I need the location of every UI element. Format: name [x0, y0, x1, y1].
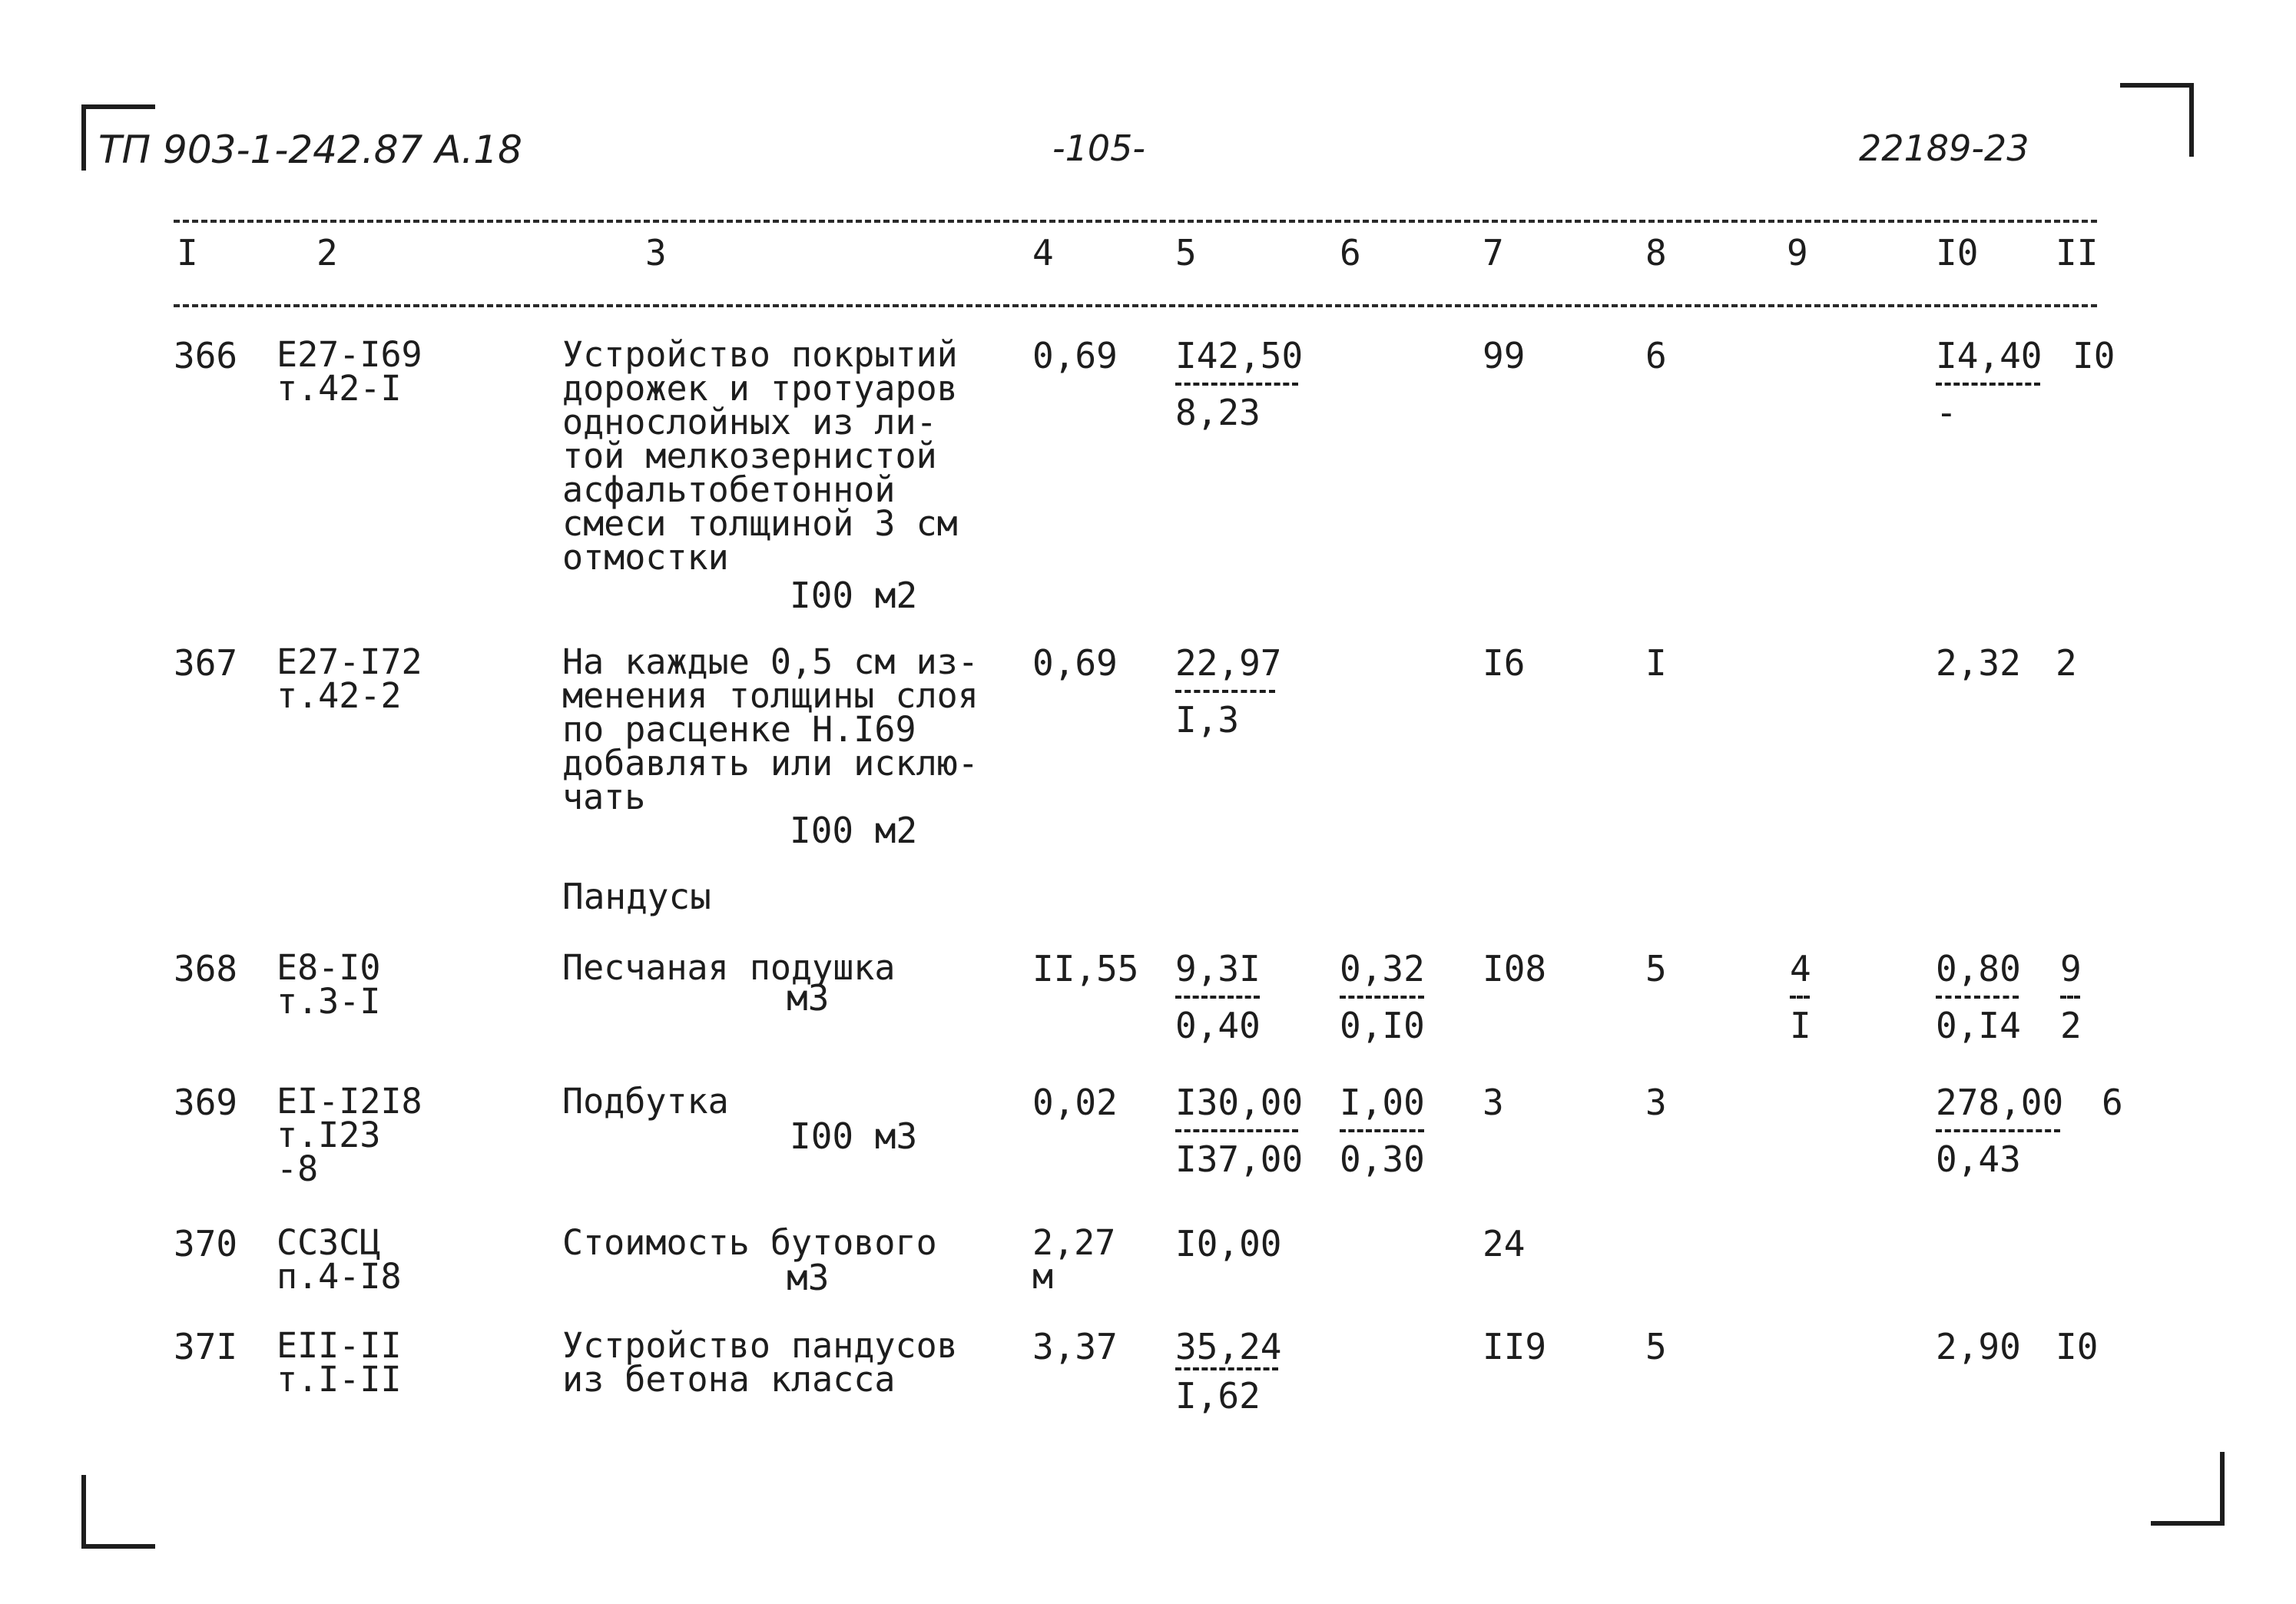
col-header-1: I	[177, 232, 198, 273]
cell-col-7: 3	[1483, 1082, 1504, 1123]
cell-col-10-fraction	[1936, 948, 2021, 1046]
fraction-bar	[1175, 1129, 1298, 1132]
fraction-denominator: 0,43	[1936, 1138, 2021, 1180]
row-number: 369	[174, 1082, 238, 1123]
rate-code	[277, 334, 422, 409]
description-line: добавлять или исклю-	[562, 743, 979, 784]
cell-col-6-fraction	[1340, 948, 1425, 1046]
cell-col-8: I	[1645, 642, 1667, 684]
frame-corner-top-right	[2120, 83, 2194, 157]
row-number: 367	[174, 642, 238, 684]
rate-code-line: ССЗСЦ	[277, 1222, 381, 1263]
fraction-numerator: 35,24	[1175, 1326, 1282, 1367]
fraction-denominator: 8,23	[1175, 392, 1261, 433]
cell-col-11: 6	[2102, 1082, 2123, 1123]
sheet-code: 22189-23	[1859, 128, 2029, 169]
rate-code	[277, 1325, 402, 1400]
header-top-rule	[174, 220, 2097, 223]
description-line: асфальтобетонной	[562, 469, 896, 510]
fraction-numerator: 278,00	[1936, 1082, 2064, 1123]
rate-code-line: т.42-І	[277, 368, 402, 409]
col-header-10: I0	[1936, 232, 1979, 273]
description-line: по расценке Н.І69	[562, 709, 916, 750]
fraction-numerator: 0,32	[1340, 948, 1425, 989]
fraction-denominator: 2	[2060, 1005, 2082, 1046]
cell-col-7: II9	[1483, 1326, 1547, 1367]
rate-code	[277, 1081, 422, 1189]
col-header-6: 6	[1340, 232, 1361, 273]
fraction-denominator: 0,40	[1175, 1005, 1261, 1046]
unit-of-measure: м3	[787, 1257, 830, 1298]
row-number: 366	[174, 335, 238, 376]
description-line: Устройство пандусов	[562, 1325, 958, 1366]
fraction-bar	[1340, 996, 1424, 999]
row-number: 37I	[174, 1326, 238, 1367]
fraction-denominator: I,3	[1175, 699, 1240, 741]
work-description: Подбутка	[562, 1081, 729, 1122]
fraction-denominator: 0,I4	[1936, 1005, 2021, 1046]
description-line: Устройство покрытий	[562, 334, 958, 375]
rate-code-line: т.3-І	[277, 981, 381, 1022]
fraction-denominator: 0,30	[1340, 1138, 1425, 1180]
rate-code-line: Е27-І69	[277, 334, 422, 375]
fraction-numerator: I30,00	[1175, 1082, 1304, 1123]
cell-col-11: I0	[2072, 335, 2115, 376]
section-heading: Пандусы	[562, 876, 711, 917]
col-header-11: II	[2056, 232, 2099, 273]
work-description: Песчаная подушка	[562, 947, 896, 988]
cell-col-11: I0	[2056, 1326, 2099, 1367]
col-header-9: 9	[1787, 232, 1808, 273]
fraction-denominator: -	[1936, 392, 1957, 433]
description-line: отмостки	[562, 537, 729, 578]
quantity-value: 2,27	[1032, 1222, 1116, 1263]
cell-col-10: 2,90	[1936, 1326, 2021, 1367]
cell-col-9-fraction	[1790, 948, 1811, 1046]
col-header-2: 2	[316, 232, 338, 273]
fraction-numerator: 9,3I	[1175, 948, 1261, 989]
fraction-bar	[1175, 690, 1275, 693]
col-header-8: 8	[1645, 232, 1667, 273]
unit-of-measure: I00 м2	[790, 575, 918, 616]
unit-cost-fraction	[1175, 948, 1261, 1046]
fraction-denominator: I	[1790, 1005, 1811, 1046]
cell-col-7: 99	[1483, 335, 1526, 376]
rate-code	[277, 947, 381, 1022]
frame-corner-bottom-left	[81, 1475, 155, 1549]
fraction-denominator: I,62	[1175, 1375, 1261, 1417]
fraction-denominator: 0,I0	[1340, 1005, 1425, 1046]
rate-code-line: Е27-І72	[277, 641, 422, 682]
work-description	[562, 1325, 958, 1400]
quantity: 3,37	[1032, 1326, 1118, 1367]
description-line: той мелкозернистой	[562, 436, 937, 476]
col-header-3: 3	[645, 232, 667, 273]
rate-code	[277, 641, 422, 716]
cell-col-7: I08	[1483, 948, 1547, 989]
fraction-numerator: 22,97	[1175, 642, 1282, 684]
col-header-4: 4	[1032, 232, 1054, 273]
rate-code-line: т.І23	[277, 1115, 381, 1155]
cell-col-7: I6	[1483, 642, 1526, 684]
unit-cost-fraction	[1175, 335, 1304, 433]
fraction-bar	[1340, 1129, 1424, 1132]
cell-col-10-fraction	[1936, 1082, 2064, 1180]
row-number: 368	[174, 948, 238, 989]
header-bottom-rule	[174, 304, 2097, 307]
rate-code	[277, 1222, 402, 1297]
cell-col-10: 2,32	[1936, 642, 2021, 684]
cell-col-8: 6	[1645, 335, 1667, 376]
quantity-unit: м	[1032, 1256, 1054, 1297]
description-line: из бетона класса	[562, 1359, 896, 1400]
cell-col-11: 2	[2056, 642, 2077, 684]
rate-code-line: ЕІІ-ІІ	[277, 1325, 402, 1366]
rate-code-line: т.І-ІІ	[277, 1359, 402, 1400]
rate-code-line: т.42-2	[277, 675, 402, 716]
rate-code-line: п.4-І8	[277, 1256, 402, 1297]
unit-of-measure: м3	[787, 977, 830, 1019]
fraction-bar	[2060, 996, 2080, 999]
description-line: чать	[562, 777, 646, 817]
frame-corner-bottom-right	[2151, 1452, 2225, 1526]
fraction-numerator: I,00	[1340, 1082, 1425, 1123]
fraction-denominator: I37,00	[1175, 1138, 1304, 1180]
unit-cost: I0,00	[1175, 1223, 1282, 1264]
fraction-bar	[1936, 383, 2040, 386]
fraction-numerator: 0,80	[1936, 948, 2021, 989]
rate-code-line: ЕІ-І2І8	[277, 1081, 422, 1122]
fraction-bar	[1175, 1367, 1278, 1370]
work-description: Стоимость бутового	[562, 1222, 937, 1263]
fraction-bar	[1175, 383, 1298, 386]
description-line: смеси толщиной 3 см	[562, 503, 958, 544]
unit-cost-fraction	[1175, 1082, 1304, 1180]
row-number: 370	[174, 1223, 238, 1264]
work-description	[562, 334, 958, 578]
fraction-bar	[1790, 996, 1810, 999]
unit-cost-fraction	[1175, 642, 1282, 741]
work-description	[562, 641, 979, 817]
fraction-numerator: 4	[1790, 948, 1811, 989]
description-line: менения толщины слоя	[562, 675, 979, 716]
description-line: На каждые 0,5 см из-	[562, 641, 979, 682]
cell-col-8: 3	[1645, 1082, 1667, 1123]
quantity: 0,02	[1032, 1082, 1118, 1123]
fraction-bar	[1175, 996, 1260, 999]
cell-col-10-fraction	[1936, 335, 2043, 433]
fraction-numerator: 9	[2060, 948, 2082, 989]
unit-cost-fraction	[1175, 1326, 1282, 1417]
cell-col-7: 24	[1483, 1223, 1526, 1264]
fraction-numerator: I4,40	[1936, 335, 2043, 376]
unit-of-measure: I00 м3	[790, 1115, 918, 1157]
quantity	[1032, 1222, 1116, 1297]
col-header-5: 5	[1175, 232, 1197, 273]
quantity: 0,69	[1032, 335, 1118, 376]
cell-col-8: 5	[1645, 1326, 1667, 1367]
fraction-bar	[1936, 996, 2019, 999]
col-header-7: 7	[1483, 232, 1504, 273]
rate-code-line: -8	[277, 1148, 319, 1189]
quantity: 0,69	[1032, 642, 1118, 684]
rate-code-line: Е8-І0	[277, 947, 381, 988]
page-number: -105-	[1052, 128, 1145, 169]
cell-col-8: 5	[1645, 948, 1667, 989]
description-line: дорожек и тротуаров	[562, 368, 958, 409]
cell-col-11-fraction	[2060, 948, 2082, 1046]
fraction-bar	[1936, 1129, 2060, 1132]
fraction-numerator: I42,50	[1175, 335, 1304, 376]
description-line: однослойных из ли-	[562, 402, 937, 442]
document-code: ТП 903-1-242.87 А.18	[98, 128, 522, 172]
unit-of-measure: I00 м2	[790, 810, 918, 851]
quantity: II,55	[1032, 948, 1139, 989]
cell-col-6-fraction	[1340, 1082, 1425, 1180]
